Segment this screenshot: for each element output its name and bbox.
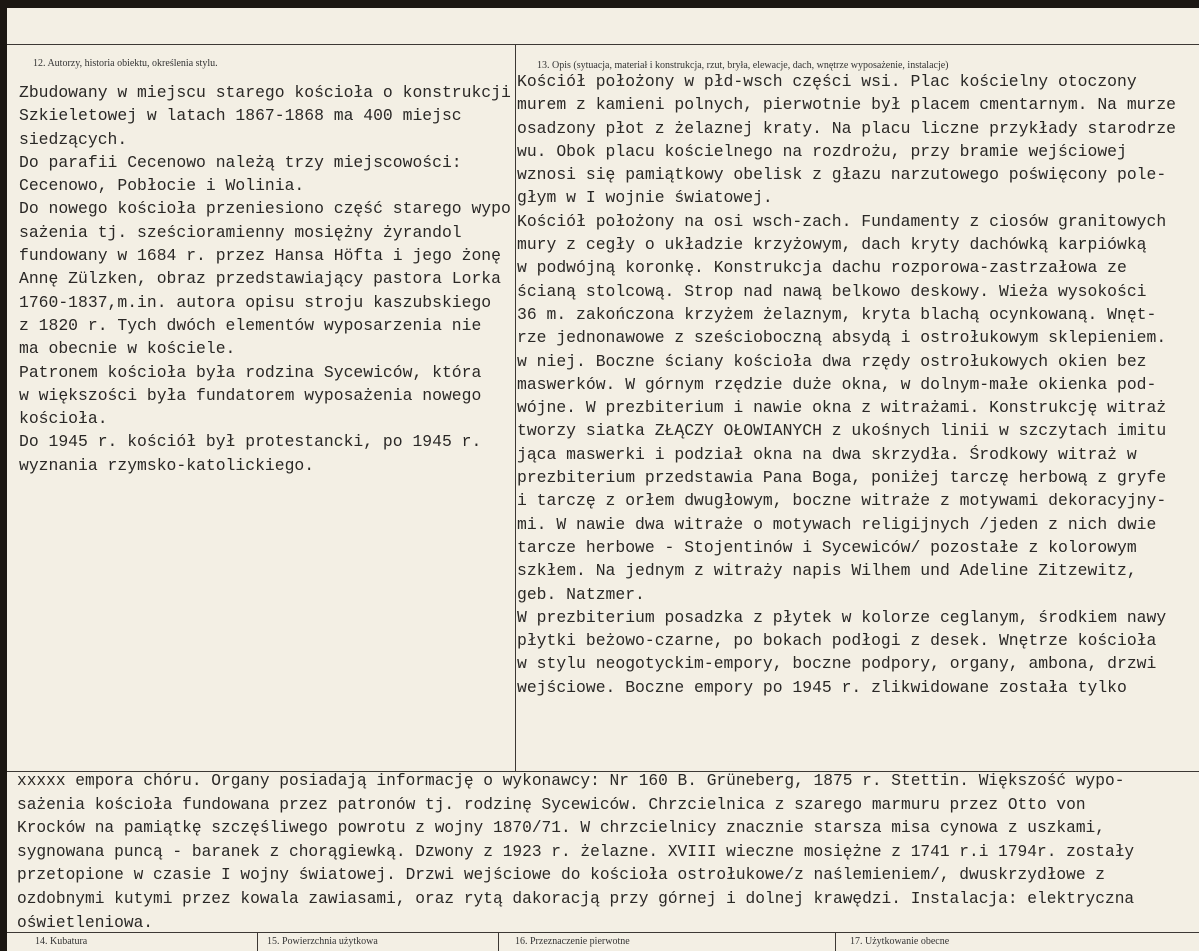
text-line: w niej. Boczne ściany kościoła dwa rzędy ostrołukowych okien bez: [517, 351, 1147, 371]
text-line: osadzony płot z żelaznej kraty. Na placu liczne przykłady starodrze: [517, 118, 1177, 138]
footer-separator: [835, 932, 836, 951]
text-line: mi. W nawie dwa witraże o motywach religijnych /jeden z nich dwie: [517, 514, 1157, 534]
powierzchnia-label: 15. Powierzchnia użytkowa: [267, 936, 378, 947]
document-sheet: [7, 8, 1199, 951]
text-line: 1760-1837,m.in. autora opisu stroju kaszubskiego: [19, 292, 492, 312]
text-line: 36 m. zakończona krzyżem żelaznym, kryta blachą ocynkowaną. Wnęt-: [517, 304, 1157, 324]
przeznaczenie-label: 16. Przeznaczenie pierwotne: [515, 936, 630, 947]
uzytkowanie-label: 17. Użytkowanie obecne: [850, 936, 950, 947]
text-line: rze jednonawowe z sześcioboczną absydą i ostrołukowym sklepieniem.: [517, 328, 1167, 348]
section-13-continuation: [17, 770, 1197, 935]
section-12-header: 12. Autorzy, historia obiektu, określenia stylu.: [33, 58, 218, 69]
text-line: w stylu neogotyckim-empory, boczne podpory, organy, ambona, drzwi: [517, 654, 1157, 674]
text-line: ozdobnymi kutymi przez kowala zawiasami, oraz rytą dakoracją przy górnej i dolnej krawędzi. Instalacja: elektryczna: [17, 889, 1135, 908]
text-line: w większości była fundatorem wyposażenia nowego: [19, 385, 482, 405]
text-line: prezbiterium przedstawia Pana Boga, poniżej tarczę herbową z gryfe: [517, 468, 1167, 488]
text-line: Patronem kościoła była rodzina Sycewiców, która: [19, 362, 482, 382]
section-13-text: [517, 70, 1199, 699]
text-line: sażenia tj. sześcioramienny mosiężny żyrandol: [19, 222, 462, 242]
column-divider: [515, 44, 516, 772]
text-line: płytki beżowo-czarne, po bokach podłogi z desek. Wnętrze kościoła: [517, 631, 1157, 651]
text-line: W prezbiterium posadzka z płytek w kolorze ceglanym, środkiem nawy: [517, 607, 1167, 627]
text-line: sażenia kościoła fundowana przez patronów tj. rodzinę Sycewiców. Chrzcielnica z szarego marmuru przez Otto von: [17, 795, 1086, 814]
text-line: sygnowana puncą - baranek z chorągiewką. Dzwony z 1923 r. żelazne. XVIII wieczne mosiężne z 1741 r.i 1794r. zostały: [17, 842, 1135, 861]
text-line: Do nowego kościoła przeniesiono część starego wypo: [19, 199, 511, 219]
text-line: siedzących.: [19, 129, 128, 149]
text-line: wyznania rzymsko-katolickiego.: [19, 455, 315, 475]
text-line: Szkieletowej w latach 1867-1868 ma 400 miejsc: [19, 106, 462, 126]
text-line: z 1820 r. Tych dwóch elementów wyposarzenia nie: [19, 315, 482, 335]
text-line: murem z kamieni polnych, pierwotnie był placem cmentarnym. Na murze: [517, 95, 1177, 115]
text-line: geb. Natzmer.: [517, 584, 645, 604]
text-line: fundowany w 1684 r. przez Hansa Höfta i jego żonę: [19, 246, 501, 266]
text-line: oświetleniowa.: [17, 913, 153, 932]
text-line: Kościół położony na osi wsch-zach. Fundamenty z ciosów granitowych: [517, 211, 1167, 231]
text-line: w podwójną koronkę. Konstrukcja dachu rozporowa-zastrzałowa ze: [517, 258, 1127, 278]
section-13-header: 13. Opis (sytuacja, materiał i konstrukcja, rzut, bryła, elewacje, dach, wnętrze wyposażenie, instalacje): [537, 60, 949, 71]
footer-separator: [498, 932, 499, 951]
text-line: i tarczę z orłem dwugłowym, boczne witraże z motywami dekoracyjny-: [517, 491, 1167, 511]
text-line: jąca maswerki i podział okna na dwa skrzydła. Środkowy witraż w: [517, 444, 1137, 464]
text-line: wejściowe. Boczne empory po 1945 r. zlikwidowane została tylko: [517, 677, 1127, 697]
text-line: Cecenowo, Pobłocie i Wolinia.: [19, 176, 305, 196]
text-line: ścianą stolcową. Strop nad nawą belkowo deskowy. Wieża wysokości: [517, 281, 1147, 301]
top-divider: [7, 44, 1199, 45]
text-line: wznosi się pamiątkowy obelisk z głazu narzutowego poświęcony pole-: [517, 165, 1167, 185]
text-line: szkłem. Na jednym z witraży napis Wilhem und Adeline Zitzewitz,: [517, 561, 1137, 581]
text-line: ma obecnie w kościele.: [19, 339, 236, 359]
text-line: głym w I wojnie światowej.: [517, 188, 773, 208]
kubatura-label: 14. Kubatura: [35, 936, 88, 947]
footer-row: [7, 930, 1199, 951]
text-line: Do parafii Cecenowo należą trzy miejscowości:: [19, 152, 462, 172]
text-line: Annę Zülzken, obraz przedstawiający pastora Lorka: [19, 269, 501, 289]
text-line: wójne. W prezbiterium i nawie okna z witrażami. Konstrukcję witraż: [517, 398, 1167, 418]
text-line: wu. Obok placu kościelnego na rozdrożu, przy bramie wejściowej: [517, 141, 1127, 161]
text-line: Do 1945 r. kościół był protestancki, po 1945 r.: [19, 432, 482, 452]
text-line: xxxxx empora chóru. Organy posiadają informację o wykonawcy: Nr 160 B. Grüneberg, 1875 r. Stettin. Większość wypo-: [17, 772, 1125, 790]
text-line: tworzy siatka ZŁĄCZY OŁOWIANYCH z ukośnych linii w szczytach imitu: [517, 421, 1167, 441]
footer-separator: [257, 932, 258, 951]
text-line: tarcze herbowe - Stojentinów i Sycewiców/ pozostałe z kolorowym: [517, 537, 1137, 557]
text-line: mury z cegły o układzie krzyżowym, dach kryty dachówką karpiówką: [517, 235, 1147, 255]
text-line: kościoła.: [19, 409, 108, 429]
text-line: maswerków. W górnym rzędzie duże okna, w dolnym-małe okienka pod-: [517, 374, 1157, 394]
text-line: przetopione w czasie I wojny światowej. Drzwi wejściowe do kościoła ostrołukowe/z naślemieniem/, dwuskrzydłowe z: [17, 866, 1105, 885]
text-line: Kościół położony w płd-wsch części wsi. Plac kościelny otoczony: [517, 72, 1137, 91]
text-line: Zbudowany w miejscu starego kościoła o konstrukcji: [19, 83, 511, 102]
text-line: Krocków na pamiątkę szczęśliwego powrotu z wojny 1870/71. W chrzcielnicy znacznie starsza misa cynowa z uszkami,: [17, 819, 1105, 838]
section-12-text: [19, 81, 513, 477]
